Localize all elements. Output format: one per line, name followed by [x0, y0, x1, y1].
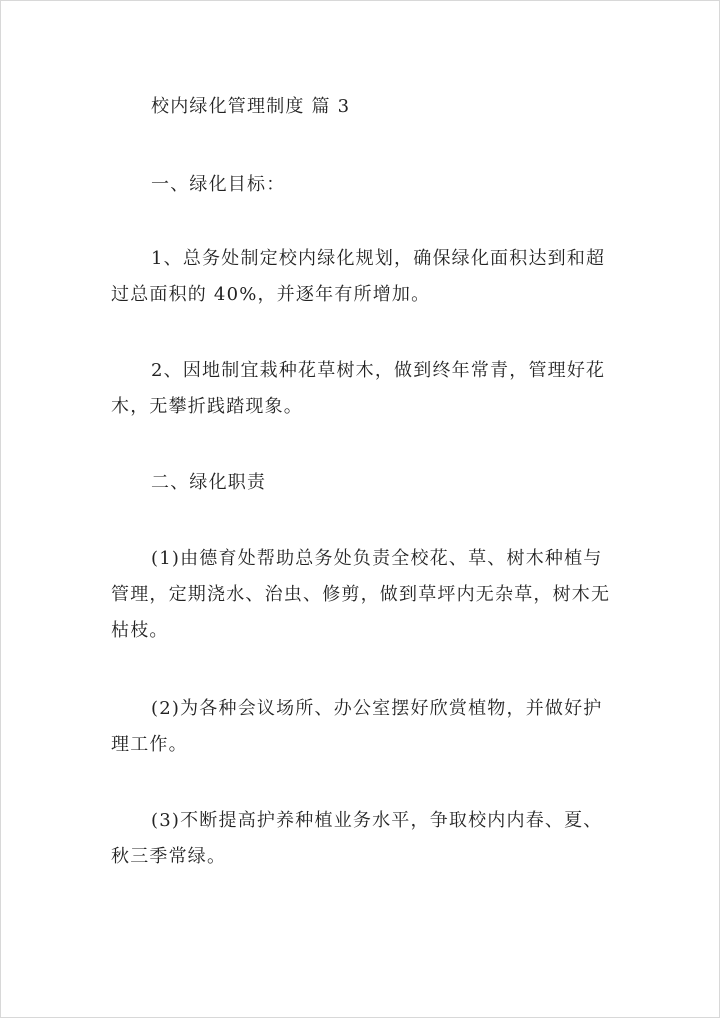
document-title: 校内绿化管理制度 篇 3 — [151, 96, 351, 117]
paragraph-3-line-2: 管理，定期浇水、治虫、修剪，做到草坪内无杂草，树木无 — [111, 584, 611, 605]
paragraph-3-line-1: (1)由德育处帮助总务处负责全校花、草、树木种植与 — [151, 548, 603, 569]
paragraph-5-line-2: 秋三季常绿。 — [111, 846, 227, 867]
paragraph-2 — [111, 353, 631, 425]
paragraph-1 — [111, 241, 631, 313]
section-heading-goals: 一、绿化目标： — [151, 174, 286, 195]
paragraph-5 — [111, 803, 631, 875]
paragraph-4 — [111, 691, 631, 763]
paragraph-4-line-2: 理工作。 — [111, 734, 188, 755]
paragraph-4-line-1: (2)为各种会议场所、办公室摆好欣赏植物，并做好护 — [151, 698, 603, 719]
paragraph-2-line-2: 木，无攀折践踏现象。 — [111, 396, 303, 417]
section-heading-duties: 二、绿化职责 — [151, 472, 267, 493]
paragraph-3 — [111, 541, 631, 649]
paragraph-1-line-1: 1、总务处制定校内绿化规划，确保绿化面积达到和超 — [151, 248, 606, 269]
paragraph-1-line-2: 过总面积的 40%，并逐年有所增加。 — [111, 284, 431, 305]
paragraph-5-line-1: (3)不断提高护养种植业务水平，争取校内内春、夏、 — [151, 810, 603, 831]
paragraph-2-line-1: 2、因地制宜栽种花草树木，做到终年常青，管理好花 — [151, 360, 606, 381]
paragraph-3-line-3: 枯枝。 — [111, 620, 169, 641]
